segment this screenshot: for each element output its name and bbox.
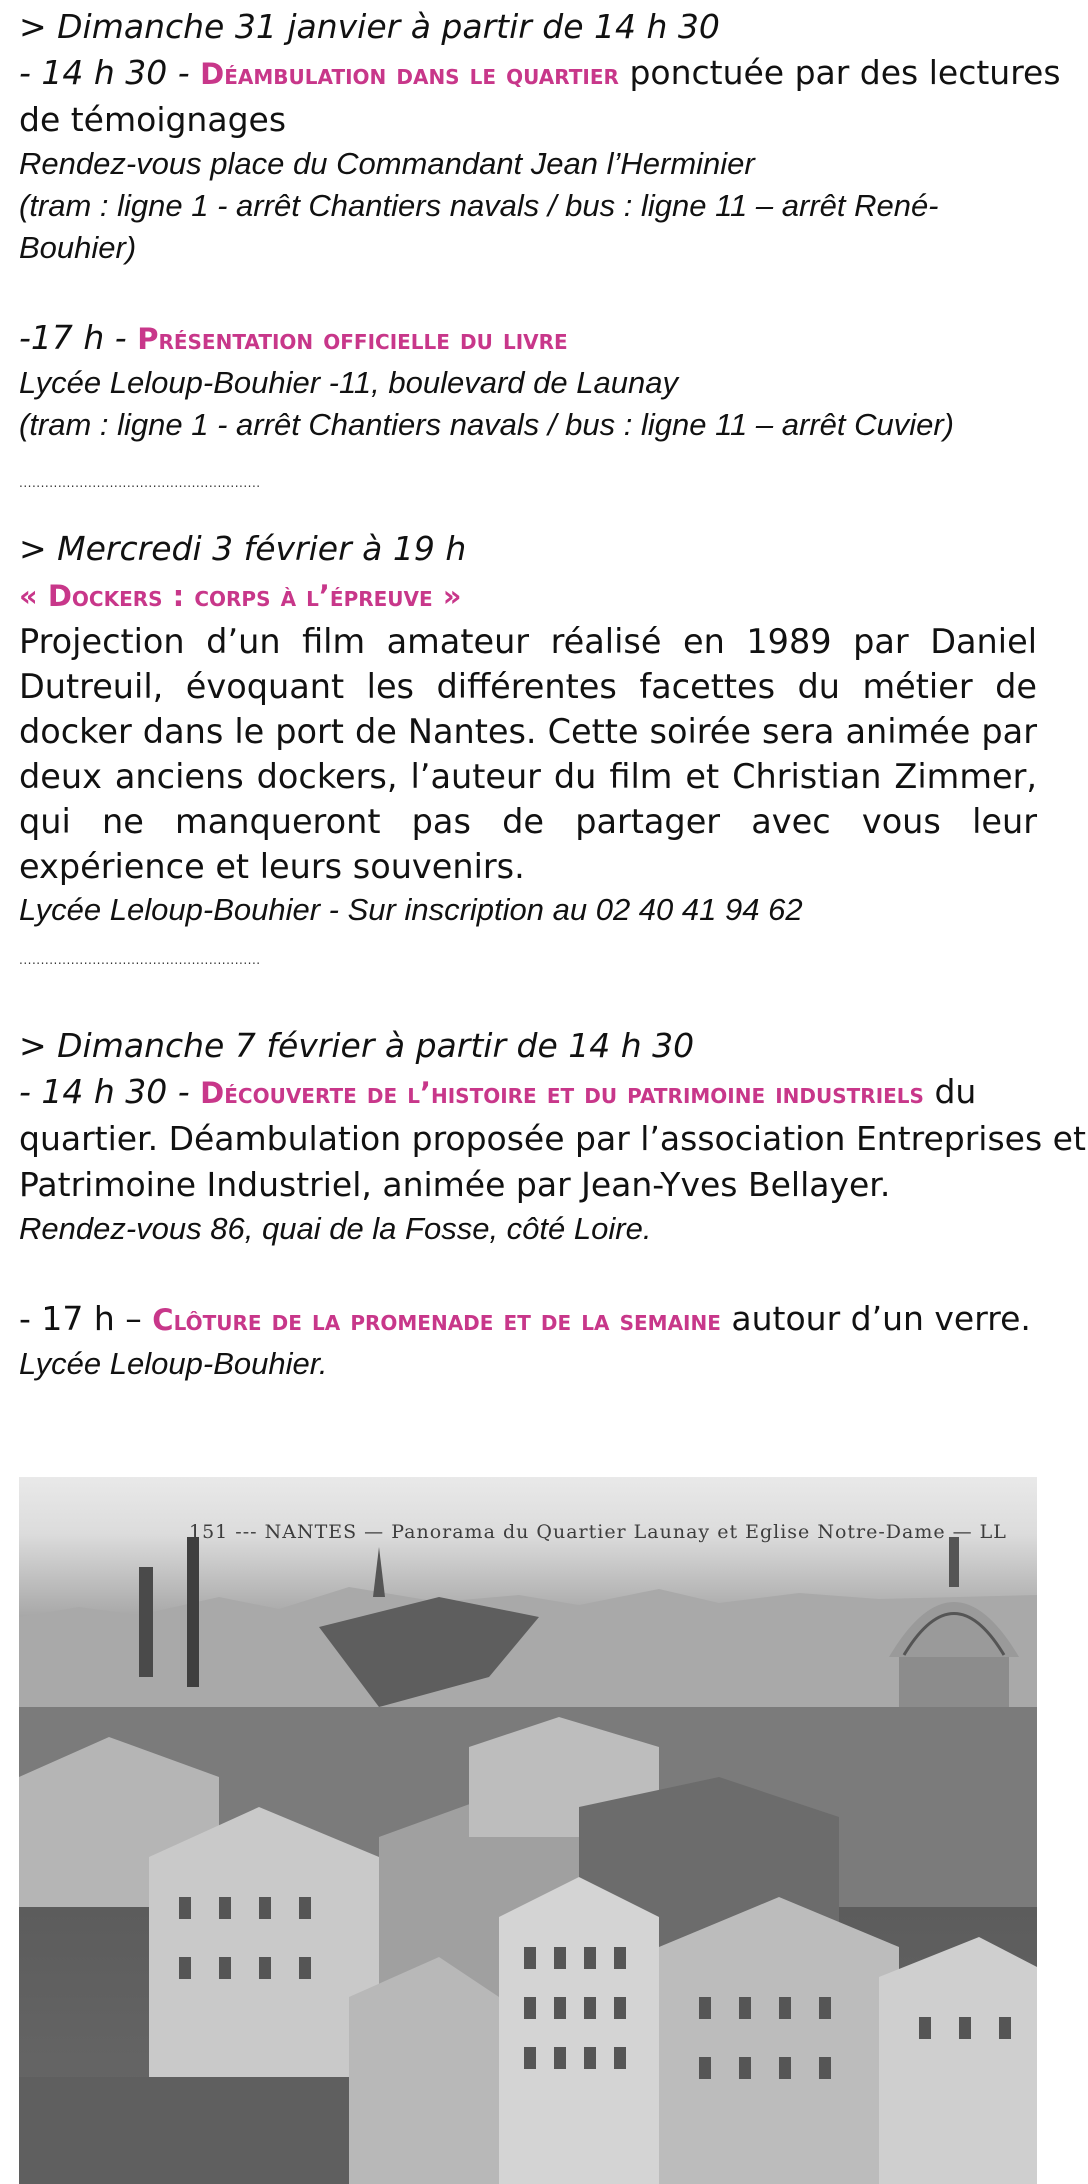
event2-date: > Mercredi 3 février à 19 h [19, 529, 467, 568]
event3-item1-title: Découverte de l’histoire et du patrimoine industriels [200, 1076, 924, 1110]
event1-date: > Dimanche 31 janvier à partir de 14 h 30 [19, 7, 720, 46]
event1-item2-transport: (tram : ligne 1 - arrêt Chantiers navals / bus : ligne 11 – arrêt Cuvier) [19, 407, 954, 442]
postcard-caption: 151 --- NANTES — Panorama du Quartier Launay et Eglise Notre-Dame — LL [189, 1521, 1007, 1543]
separator-1: ........................................................ [19, 476, 261, 490]
event3-item2-time: - 17 h – [19, 1299, 142, 1338]
event1-item2-title: Présentation officielle du livre [137, 322, 568, 356]
event1-item2-place: Lycée Leloup-Bouhier -11, boulevard de Launay [19, 365, 678, 400]
event3-item1-rest3: Patrimoine Industriel, animée par Jean-Yves Bellayer. [19, 1165, 891, 1204]
event2-place: Lycée Leloup-Bouhier - Sur inscription au 02 40 41 94 62 [19, 892, 803, 927]
event1-item1-rest1: ponctuée par des lectures [629, 53, 1061, 92]
event3-item2-line [19, 1296, 1037, 1343]
event1-item1-line [19, 50, 1061, 97]
event1-item1-time: - 14 h 30 - [19, 53, 190, 92]
event3-item1-time: - 14 h 30 - [19, 1072, 190, 1111]
event3-item1-rest1: du [934, 1072, 977, 1111]
event3-item2-rest: autour d’un verre. [731, 1299, 1031, 1338]
event3-date: > Dimanche 7 février à partir de 14 h 30 [19, 1026, 695, 1065]
event1-item1-rest2: de témoignages [19, 100, 287, 139]
event1-item1-title: Déambulation dans le quartier [200, 57, 619, 91]
event1-item1-transport2: Bouhier) [19, 230, 137, 265]
city-panorama-illustration [19, 1477, 1037, 2184]
event3-item2-place: Lycée Leloup-Bouhier. [19, 1346, 328, 1381]
event1-item1-place: Rendez-vous place du Commandant Jean l’Herminier [19, 146, 755, 181]
event1-item1-transport1: (tram : ligne 1 - arrêt Chantiers navals / bus : ligne 11 – arrêt René- [19, 188, 939, 223]
event3-item1-rest2: quartier. Déambulation proposée par l’association Entreprises et [19, 1119, 1086, 1158]
program-page [19, 0, 1086, 1385]
event2-title: « Dockers : corps à l’épreuve » [19, 579, 462, 613]
event1-item2-line [19, 315, 1037, 362]
event2-title-line [19, 572, 1037, 619]
event3-item1-place: Rendez-vous 86, quai de la Fosse, côté Loire. [19, 1211, 652, 1246]
event3-item2-title: Clôture de la promenade et de la semaine [152, 1303, 721, 1337]
event2-description: Projection d’un film amateur réalisé en 1989 par Daniel Dutreuil, évoquant les différentes facettes du métier de docker dans le port de Nantes. Cette soirée sera animée par deux anciens dockers, l’auteur du film et Christian Zimmer, qui ne manqueront pas de partager avec vous leur expérience et leurs souvenirs. [19, 622, 1037, 886]
event3-item1-line [19, 1069, 1037, 1116]
event1-item2-time: -17 h - [19, 318, 127, 357]
postcard-photo [19, 1477, 1037, 2184]
separator-2: ........................................................ [19, 953, 261, 967]
